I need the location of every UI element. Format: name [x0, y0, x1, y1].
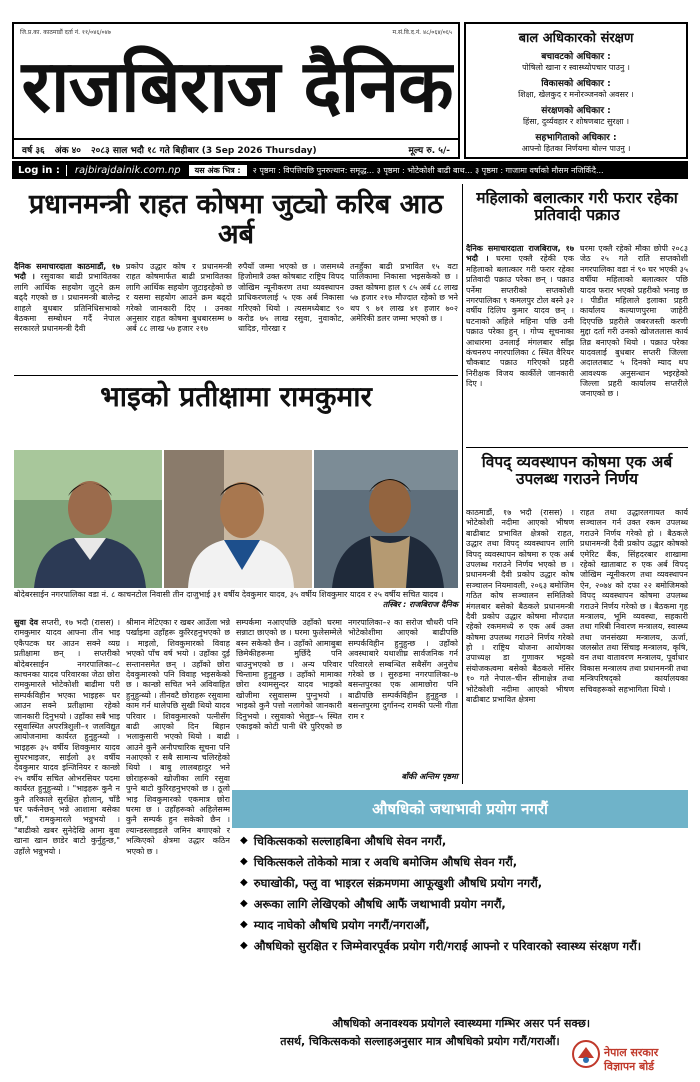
right-text: हिंसा, दुर्व्यवहार र शोषणबाट सुरक्षा । — [522, 117, 630, 126]
story1-col4: तनहुँका बाढी प्रभावित १५ वटा पालिकामा निकासा भइसकेको छ । उक्त कोषमा हाल ९ ८५ अर्ब ८८ लाख ५७ हजार २१७ मौज्दात रहेको छ भने थप ९ ७१ लाख ४१ हजार ७०२ अमेरिकी डलर जम्मा भएको छ । — [350, 262, 458, 323]
date: २०८३ साल भदौ १८ गते बिहीबार (3 Sep 2026 Thursday) — [91, 145, 317, 156]
column-divider — [462, 184, 463, 784]
issue-info-bar — [14, 138, 458, 158]
gov-name: नेपाल सरकार — [604, 1046, 659, 1059]
photo-shiv-kumar — [14, 450, 162, 588]
ad-bullet: ◆ चिकित्सकको सल्लाहबिना औषधि सेवन नगरौं, — [240, 834, 447, 848]
ad-bullets — [240, 834, 682, 954]
story1-col3: रुपैयाँ जम्मा भएको छ । जसमध्ये हिजोमात्रै उक्त कोषबाट राष्ट्रिय विपद जोखिम न्यूनीकरण तथा व्यवस्थापन प्राधिकरणलाई ५ एक अर्ब निकासा गरिएको थियो । त्यसमध्येबाट ९० करोड ७५ लाख रसुवा, नुवाकोट, धादिङ, गोरखा र — [238, 262, 344, 334]
right-heading: सहभागिताको अधिकार : — [535, 133, 617, 143]
index-label: यस अंक भित्र : — [189, 165, 247, 176]
price: मूल्य रु. ५/- — [408, 145, 450, 156]
story4-col2: राहत तथा उद्धारलगायत कार्य सञ्चालन गर्न उक्त रकम उपलब्ध गराउने निर्णय गरेको हो । बैठकले प्रधानमन्त्री दैवी प्रकोप उद्धार कोषको एमेरिट बैंक, सिंहदरबार शाखामा रहेको खाताबाट रु एक अर्ब विपद् जोखिम न्यूनीकरण तथा व्यवस्थापन ऐन, २०७४ को दफा २२ बमोजिमको विपद् व्यवस्थापन कोषमा उपलब्ध गराउने निर्णय गरेको छ । बैठकमा गृह मन्त्रालय, भूमि व्यवस्था, सहकारी तथा गरिबी निवारण मन्त्रालय, स्वास्थ्य तथा जनसंख्या मन्त्रालय, ऊर्जा, जलस्रोत तथा सिंचाइ मन्त्रालय, कृषि, वन तथा वातावरण मन्त्रालय, पूर्वाधार विकास मन्त्रालय तथा प्रधानमन्त्री तथा मन्त्रिपरिषद्को कार्यालयका सचिवहरूको सहभागिता थियो । — [580, 508, 688, 694]
issue: अंक ४० — [54, 145, 81, 156]
nepal-emblem-icon — [572, 1040, 600, 1068]
ad-board: विज्ञापन बोर्ड — [604, 1059, 655, 1073]
photo-dev-kumar — [164, 450, 312, 588]
child-rights-box — [464, 22, 688, 159]
right-heading: संरक्षणको अधिकार : — [541, 106, 611, 116]
ad-bullet: ◆ अरूका लागि लेखिएको औषधि आफैं जथाभावी प्रयोग नगरौं, — [240, 896, 506, 911]
diamond-icon: ◆ — [240, 835, 248, 846]
person-photo-3 — [314, 450, 458, 588]
diamond-icon: ◆ — [240, 855, 248, 867]
website-link[interactable]: rajbirajdainik.com.np — [74, 164, 181, 176]
registration-right: म.सं.वि.द.नं. ४८/०६४/०६५ — [392, 29, 452, 36]
right-text: पोषिलो खाना र स्वास्थ्योपचार पाउनु । — [522, 63, 630, 72]
person-photo-1 — [14, 450, 162, 588]
ad-title: औषधिको जथाभावी प्रयोग नगरौं — [232, 790, 688, 828]
ad-advice: तसर्थ, चिकित्सकको सल्लाहअनुसार मात्र औषधिको प्रयोग गरौं/गराऔं। — [280, 1035, 560, 1048]
top-bar — [12, 161, 688, 179]
divider — [466, 447, 688, 448]
login-label: Log in : — [12, 165, 67, 176]
right-text: शिक्षा, खेलकुद र मनोरञ्जनको अवसर । — [518, 90, 634, 99]
ad-bullet: ◆ म्याद नाघेको औषधि प्रयोग नगरौं/नगराऔं, — [240, 917, 430, 932]
ad-bullet: ◆ चिकित्सकले तोकेको मात्रा र अवधि बमोजिम औषधि सेवन गरौं, — [240, 854, 518, 869]
story3-col1: दैनिक समाचारदाता राजबिराज, १७ भदौ । घरमा एक्लै रहेकी एक महिलाको बलात्कार गरी फरार रहेका प्रतिवादी पक्राउ परेका छन् । पक्राउ पर्नेमा सप्तरीको सप्तकोशी नगरपालिका ९ कमलपुर टोल बस्ने ३२ वर्षीय दिलिप कुमार यादव छन् । घटनाको अहिले महिना पछि उनी पक्राउ परेका हुन् । गोप्य सूचनाका आधारमा उनलाई मंगलबार साँझ कंचनरुप नगरपालिका ८ स्थित वैरियर चौकबाट पक्राउ गरिएको प्रहरी निरीक्षक विजय कार्कीले जानकारी दिए । — [466, 244, 574, 389]
story3-headline: महिलाको बलात्कार गरी फरार रहेका प्रतिवादी पक्राउ — [476, 189, 678, 225]
person-photo-2 — [164, 450, 312, 588]
ad-bullet: ◆ रुघाखोकी, फ्लु वा भाइरल संक्रमणमा आफूखुशी औषधि प्रयोग नगरौं, — [240, 875, 543, 890]
story1-col1: दैनिक समाचारदाता काठमाडौं, १७ भदौ । रसुवाका बाढी प्रभावितका लागि आर्थिक सहयोग जुट्ने क्रम बढ्दै गएको छ । प्रधानमन्त्री बालेन्द्र शाहले बुधबार प्रतिनिधिसभाको बैठकमा सम्बोधन गर्दै नेपाल सरकारले प्रधानमन्त्री दैवी — [14, 262, 120, 334]
diamond-icon: ◆ — [240, 918, 248, 930]
story4-col1: काठमाडौं, १७ भदौ (रासस) । भोटेकोशी नदीमा आएको भीषण बाढीबाट प्रभावित क्षेत्रको राहत, उद्धार तथा विपद् व्यवस्थापन लागि विपद् व्यवस्थापन कोषमा रु एक अर्ब उपलब्ध गराउने निर्णय भएको छ । प्रधानमन्त्री दैवी प्रकोप उद्धार कोष सञ्चालन नियमावली, २०६३ बमोजिम गठित कोष सञ्चालन समितिको मंगलबार बसेको बैठकले प्रधानमन्त्री दैवी प्रकोप उद्धार कोषमा मौज्दात रहेको रकममध्ये रु एक अर्ब उक्त कोषमा उपलब्ध गराउने निर्णय गरेको हो । राष्ट्रिय योजना आयोगका उपाध्यक्ष डा गुणाकर भट्टको संयोजकत्वमा बसेको बैठकले मंसिर १० गते नेपाल–चीन सीमाक्षेत्र तथा भोटेकोशी नदीमा आएको भीषण बाढीबाट प्रभावित क्षेत्रमा — [466, 508, 574, 705]
photo-sachit — [314, 450, 458, 588]
photo-caption — [14, 590, 458, 610]
story4-headline: विपद् व्यवस्थापन कोषमा एक अर्ब उपलब्ध गराउने निर्णय — [481, 453, 673, 489]
right-heading: विकासको अधिकार : — [541, 79, 611, 89]
diamond-icon: ◆ — [240, 939, 248, 951]
story1-col2: प्रकोप उद्धार कोष र प्रधानमन्त्री राहत कोषमार्फत बाढी प्रभावितका लागि आर्थिक सहयोग जुटाइरहेको छ र यसमा सहयोग आउने क्रम बढ्दो गरेको जानकारी दिए । उनका अनुसार राहत कोषमा बुधबारसम्म ७ अर्ब ८८ लाख ५७ हजार २१७ — [126, 262, 232, 334]
right-heading: बचावटको अधिकार : — [541, 52, 611, 62]
story2-col3: सम्पर्कमा नआएपछि उहाँको घरमा सन्नाटा छाएको छ । घरमा फुलेसम्मेले बस्न सकेको छैन । उहाँको आमाबुबा छिमेकीहरूमा मुछिँदै पनि धाउनुभएको छ । अन्य परिवार चिन्तामा हुनुहुन्छ । उहाँको मामाका छोरा श्यामसुन्दर यादव भाइको खोजीमा रसुवासम्म पुग्नुभयो । भाइको कुनै पत्तो नलागेको जानकारी दिनुभयो । रसुवाको भेलुङ–५ स्थित एकाइको कोटी पानी धेरै पुरिएको छ । — [236, 618, 342, 742]
index-text: २ पृष्ठमा : विपत्तिपछि पुनरुत्थान: समृद्ध... ३ पृष्ठमा : भोटेकोशी बाढी बाथ... ३ पृष्ठमा : गाजामा वर्षाको मौसम नजिकिँदै... — [252, 165, 604, 175]
ad-warning: औषधिको अनावश्यक प्रयोगले स्वास्थ्यमा गम्भिर असर पर्न सक्छ। — [331, 1017, 591, 1030]
diamond-icon: ◆ — [240, 876, 248, 888]
year: वर्ष ३६ — [22, 145, 45, 156]
divider — [14, 375, 458, 376]
masthead — [12, 22, 460, 159]
story2-col2: श्रीमान मेटिएका र खबर आउँला भन्ने पर्खाइमा उहाँहरू कुरिरहनुभएको छ । माइलो, शिवकुमारको विवाह भएको पाँच वर्ष भयो । उहाँका दुई सन्तानसमेत छन् । उहाँको छोरा देवकुमारको पनि विवाह भइसकेको छ । कान्छो सचित भने अविवाहित हुनुहुन्थ्यो । तीनवटै छोराहरू रसुवामा काम गर्न थालेपछि सुखी थियो यादव परिवार । शिवकुमारको पत्नीसँग बाढी आएको दिन बिहान भलाकुसारी भएको थियो । बाढी आउने कुनै अनौपचारिक सूचना पनि नआएको र सबै सामान्य चलिरहेको थियो । बाबु लालबहादुर भने छोराहरूको खोजीका लागि रसुवा पुग्ने बाटो कुरिरहनुभएको छ । ठूलो भाइ शिवकुमारको एकमात्र छोरा घरमा छ । उहाँहरूको अहिलेसम्म कुनै सम्पर्क हुन सकेको छैन । ल्यान्डस्लाइडले जमिन बगाएको र भत्किएको क्षेत्रमा उद्धार कठिन भएको छ । — [126, 618, 230, 856]
registration-left: जि.प्र.का. काठमाडौं दर्ता नं. ११/०४६/०४७ — [20, 29, 111, 36]
diamond-icon: ◆ — [240, 897, 248, 909]
gov-label — [604, 1046, 688, 1074]
right-text: आफ्नो हितका निर्णयमा बोल्न पाउनु । — [521, 144, 631, 153]
story1-headline: प्रधानमन्त्री राहत कोषमा जुट्यो करिब आठ अर्ब — [29, 189, 443, 250]
story2-col1: सुवा देव सप्तरी, १७ भदौ (रासस) । रामकुमार यादव आफ्ना तीन भाइ एकैपटक घर आउन सक्ने व्यग्र प्रतीक्षामा छन् । सप्तरीको बोदेबरसाईन नगरपालिका–८ काचनका यादव परिवारका जेठा छोरा रामकुमारले भोटेकोशी बाढीमा परी सम्पर्कविहीन भएका भाइहरू घर आउन सक्ने प्रतीक्षामा रहेको जानकारी दिनुभयो । उहाँका सबै भाइ रसुवास्थित अपरत्रिशुली–१ जलविद्युत आयोजनामा कार्यरत हुनुहुन्थ्यो । भाइहरू ३५ वर्षीय शिवकुमार यादव सुपरभाइजर, साईलो ३१ वर्षीय देवकुमार यादव इन्जिनियर र कान्छो २५ वर्षीय सचित ओभरसियर पदमा कार्यरत हुनुहुन्थ्यो । "भाइहरू कुनै न कुनै तरिकाले सुरक्षित होलान्, चाँडै घर फर्कनेछन् भन्ने आशामा बसेका छौं," रामकुमारले भन्नुभयो । "बाढीको खबर सुनेदेखि आमा बुवा खाना खान छाडेर बाटो कुर्नुहुन्छ," उहाँले भन्नुभयो । — [14, 618, 120, 856]
newspaper-logo: राजबिराज दैनिक — [21, 43, 453, 128]
photo-credit: तस्बिर : राजबिराज दैनिक — [382, 600, 458, 609]
caption-text: बोदेबरसाईन नगरपालिका वडा नं. ८ काचनटोल निवासी तीन दाजुभाई ३१ वर्षीय देवकुमार यादव, ३५ वर्षीय शिवकुमार यादव र २५ वर्षीय सचित यादव । — [14, 590, 444, 599]
story3-col2: घरमा एक्लै रहेको मौका छोपी २०८३ जेठ २५ गते राति सप्तकोशी नगरपालिका वडा नं ९० घर भएकी ३५ वर्षीया महिलाको बलात्कार पछि यादव फरार भएको प्रहरीको भनाइ छ । पीडीत महिलाले इलाका प्रहरी कार्यालय कल्याणपुरमा जाहेरी दिएपछि प्रहरीले जबरजस्ती करणी मुद्दा दर्ता गरी उनको खोजतलास कार्य तिव्र बनाएको थियो । पक्राउ परेका यादवलाई बुधबार सप्तरी जिल्ला अदालतबाट ५ दिनको म्याद थप आवश्यक अनुसन्धान भइरहेको जिल्ला प्रहरी कार्यालय सप्तरीले जनाएको छ । — [580, 244, 688, 399]
child-rights-title: बाल अधिकारको संरक्षण — [518, 31, 634, 46]
story2-col4: नगरपालिका–२ का सरोज चौधरी पनि भोटेकोशीमा आएको बाढीपछि सम्पर्कविहीन हुनुहुन्छ । उहाँको अवस्थाबारे यथाशीघ्र सार्वजनिक गर्न परिवारले सम्बन्धित सबैसँग अनुरोध गरेको छ । सुरुङमा नगरपालिका–७ बसन्तपुरका एक आमाछोरा पनि बाढीपछि सम्पर्कविहीन हुनुहुन्छ । बसन्तपुरमा दुर्गानन्द रामकी पत्नी गीता राम र — [348, 618, 458, 721]
continue-note: बाँकी अन्तिम पृष्ठमा — [401, 772, 458, 781]
ad-bullet: ◆ औषधिको सुरक्षित र जिम्मेवारपूर्वक प्रयोग गरी/गराई आफ्नो र परिवारको स्वास्थ्य संरक्षण गरौं। — [240, 938, 642, 953]
story2-headline: भाइको प्रतीक्षामा रामकुमार — [100, 380, 372, 413]
